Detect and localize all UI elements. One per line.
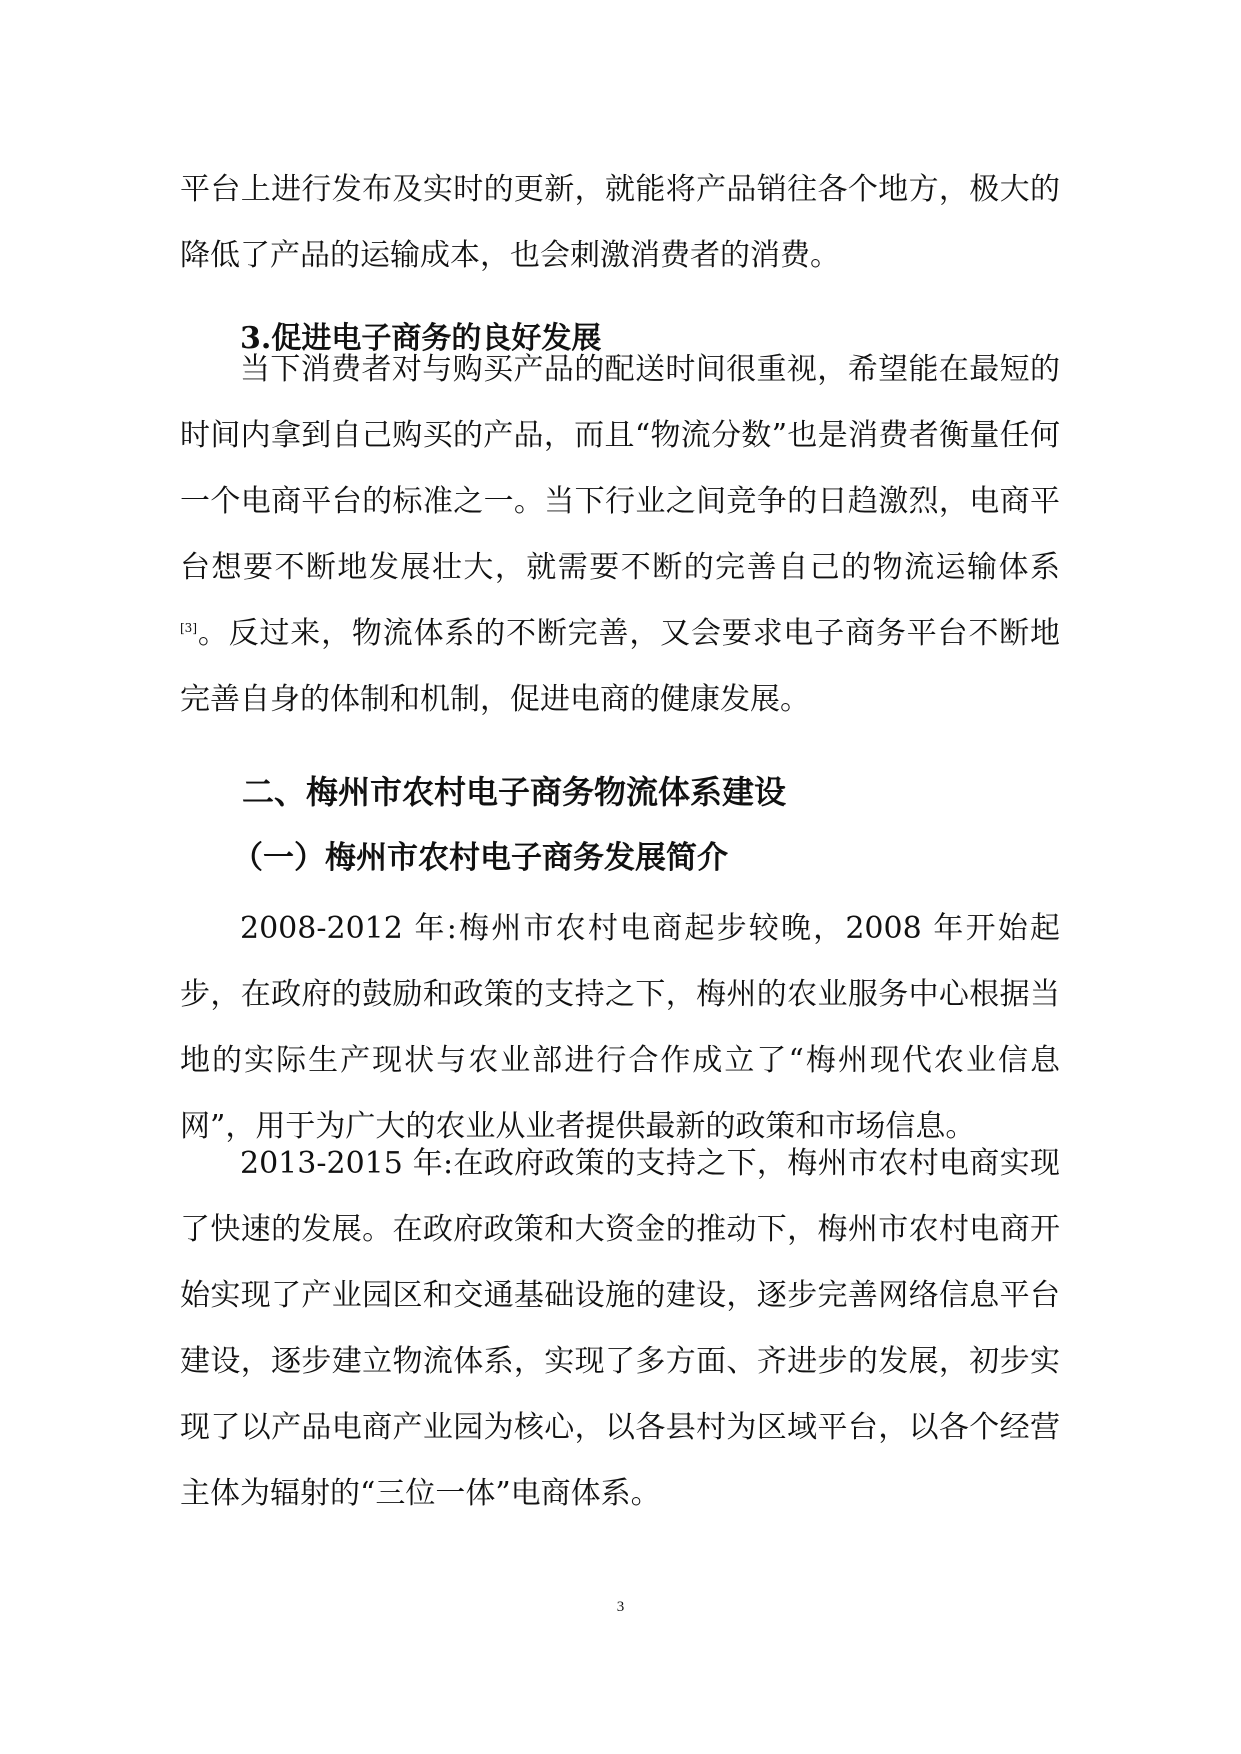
subsection-heading-1: （一）梅州市农村电子商务发展简介 — [232, 840, 728, 876]
paragraph-text-part-a: 当下消费者对与购买产品的配送时间很重视，希望能在最短的时间内拿到自己购买的产品，而且“物流分数”也是消费者衡量任何一个电商平台的标准之一。当下行业之间竞争的日趋激烈，电商平台想要不断地发展壮大，就需要不断的完善自己的物流运输体系 — [180, 352, 1060, 585]
section-heading-2: 二、梅州市农村电子商务物流体系建设 — [242, 773, 787, 811]
subheading-3: 3.促进电子商务的良好发展 — [240, 321, 602, 356]
paragraph-logistics-importance — [180, 337, 1060, 733]
paragraph-2008-2012: 2008-2012 年:梅州市农村电商起步较晚，2008 年开始起步，在政府的鼓励和政策的支持之下，梅州的农业服务中心根据当地的实际生产现状与农业部进行合作成立了“梅州现代农业信息网”，用于为广大的农业从业者提供最新的政策和市场信息。 — [180, 911, 1060, 1144]
citation-reference: [3] — [180, 621, 197, 635]
paragraph-continuation: 平台上进行发布及实时的更新，就能将产品销往各个地方，极大的降低了产品的运输成本，也会刺激消费者的消费。 — [180, 172, 1060, 273]
paragraph-2013-2015: 2013-2015 年:在政府政策的支持之下，梅州市农村电商实现了快速的发展。在政府政策和大资金的推动下，梅州市农村电商开始实现了产业园区和交通基础设施的建设，逐步完善网络信息平台建设，逐步建立物流体系，实现了多方面、齐进步的发展，初步实现了以产品电商产业园为核心，以各县村为区域平台，以各个经营主体为辐射的“三位一体”电商体系。 — [180, 1146, 1060, 1511]
page-number: 3 — [616, 1599, 625, 1615]
paragraph-text-part-b: 。反过来，物流体系的不断完善，又会要求电子商务平台不断地完善自身的体制和机制，促进电商的健康发展。 — [180, 616, 1060, 717]
